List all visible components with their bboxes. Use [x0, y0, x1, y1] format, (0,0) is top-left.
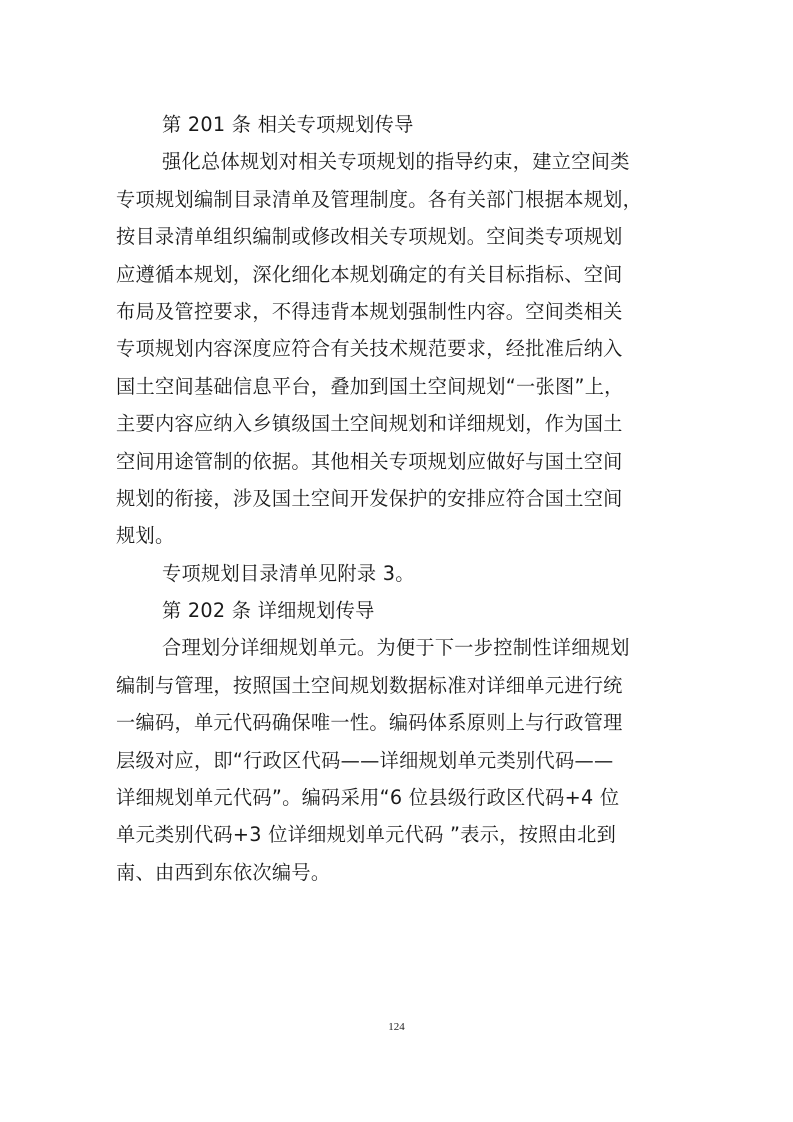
paragraph-line: 专项规划内容深度应符合有关技术规范要求，经批准后纳入	[116, 337, 623, 361]
paragraph-line: 布局及管控要求，不得违背本规划强制性内容。空间类相关	[116, 299, 623, 323]
paragraph-line: 单元类别代码+3 位详细规划单元代码 ”表示，按照由北到	[116, 823, 617, 847]
section-heading-202: 第 202 条 详细规划传导	[162, 599, 375, 623]
page-number: 124	[388, 1021, 405, 1033]
paragraph-line: 编制与管理，按照国土空间规划数据标准对详细单元进行统	[116, 673, 623, 697]
paragraph-line: 南、由西到东依次编号。	[116, 860, 331, 884]
paragraph-line: 按目录清单组织编制或修改相关专项规划。空间类专项规划	[116, 225, 623, 249]
document-body	[116, 106, 688, 891]
paragraph-line: 应遵循本规划，深化细化本规划确定的有关目标指标、空间	[116, 262, 623, 286]
paragraph-line: 层级对应，即“行政区代码——详细规划单元类别代码——	[116, 748, 614, 772]
paragraph-line: 一编码，单元代码确保唯一性。编码体系原则上与行政管理	[116, 711, 623, 735]
paragraph-line: 国土空间基础信息平台，叠加到国土空间规划“一张图”上，	[116, 374, 624, 398]
paragraph-line: 主要内容应纳入乡镇级国土空间规划和详细规划，作为国土	[116, 412, 623, 436]
paragraph-line: 强化总体规划对相关专项规划的指导约束，建立空间类	[162, 150, 630, 174]
paragraph-line: 合理划分详细规划单元。为便于下一步控制性详细规划	[162, 636, 630, 660]
appendix-note: 专项规划目录清单见附录 3。	[162, 561, 415, 585]
paragraph-line: 空间用途管制的依据。其他相关专项规划应做好与国土空间	[116, 449, 623, 473]
paragraph-line: 专项规划编制目录清单及管理制度。各有关部门根据本规划，	[116, 187, 643, 211]
paragraph-line: 规划。	[116, 524, 175, 548]
paragraph-line: 规划的衔接，涉及国土空间开发保护的安排应符合国土空间	[116, 486, 623, 510]
section-heading-201: 第 201 条 相关专项规划传导	[162, 113, 414, 136]
paragraph-line: 详细规划单元代码”。编码采用“6 位县级行政区代码+4 位	[116, 786, 620, 810]
